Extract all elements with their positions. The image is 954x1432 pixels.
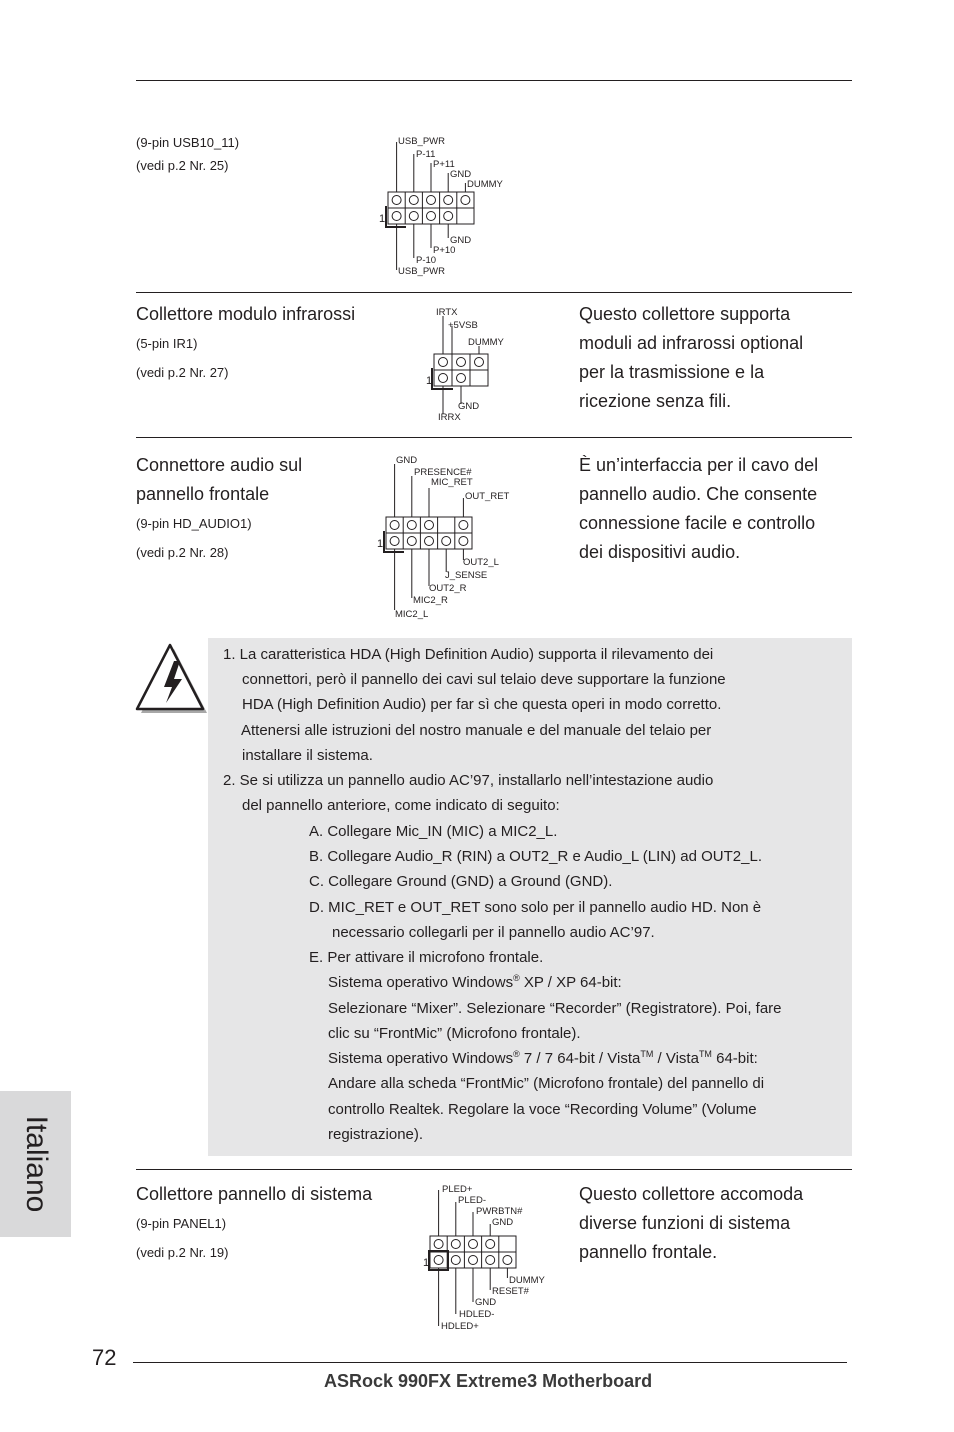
trademark-mark: TM [640, 1049, 654, 1059]
note-os-label: Sistema operativo Windows [328, 974, 514, 991]
usb-label-p11-minus: P-11 [416, 149, 436, 160]
note-line: del pannello anteriore, come indicato di seguito: [242, 797, 560, 814]
audio-label-mic2-l: MIC2_L [395, 609, 429, 620]
panel-pin-label: (9-pin PANEL1) [136, 1216, 227, 1231]
note-line: installare il sistema. [242, 747, 373, 764]
warning-lightning-icon [134, 643, 210, 715]
usb-pin-label: (9-pin USB10_11) [136, 135, 240, 150]
note-line: D. MIC_RET e OUT_RET sono solo per il pannello audio HD. Non è [309, 899, 762, 916]
usb-ref: (vedi p.2 Nr. 25) [136, 158, 229, 173]
note-line: 1. La caratteristica HDA (High Definition Audio) supporta il rilevamento dei [223, 646, 714, 663]
ir-label-irrx: IRRX [438, 412, 461, 423]
note-line: necessario collegarli per il pannello audio AC’97. [332, 924, 655, 941]
panel-label-pled-minus: PLED- [458, 1195, 486, 1206]
audio-title-line: Connettore audio sul [136, 455, 303, 475]
panel-label-pled-plus: PLED+ [442, 1184, 473, 1195]
ir-desc-line: moduli ad infrarossi optional [579, 333, 804, 353]
panel-label-hdled-minus: HDLED- [459, 1309, 495, 1320]
panel-header-diagram [420, 1180, 560, 1336]
audio-desc-line: pannello audio. Che consente [579, 484, 818, 504]
audio-ref: (vedi p.2 Nr. 28) [136, 545, 229, 560]
usb-label-usbpwr-bottom: USB_PWR [398, 266, 445, 277]
ir-desc-line: ricezione senza fili. [579, 391, 732, 411]
panel-label-hdled-plus: HDLED+ [441, 1321, 479, 1332]
language-tab-label: Italiano [19, 1115, 53, 1213]
rule-audio [136, 437, 852, 438]
note-line: B. Collegare Audio_R (RIN) a OUT2_R e Audio_L (LIN) ad OUT2_L. [309, 848, 762, 865]
audio-label-mic2-r: MIC2_R [413, 595, 448, 606]
note-line: E. Per attivare il microfono frontale. [309, 949, 544, 966]
panel-label-reset: RESET# [492, 1286, 529, 1297]
audio-label-mic-ret: MIC_RET [431, 477, 473, 488]
usb-label-dummy: DUMMY [467, 179, 503, 190]
top-rule [136, 80, 852, 81]
rule-ir [136, 292, 852, 293]
panel-ref: (vedi p.2 Nr. 19) [136, 1245, 229, 1260]
ir-pin-label: (5-pin IR1) [136, 336, 198, 351]
note-line-windows-xp [328, 970, 622, 995]
ir-label-gnd: GND [458, 401, 480, 412]
audio-label-gnd: GND [396, 455, 418, 466]
note-line: clic su “FrontMic” (Microfono frontale). [328, 1025, 581, 1042]
usb-label-p10-plus: P+10 [433, 245, 456, 256]
panel-label-pwrbtn: PWRBTN# [476, 1206, 523, 1217]
note-line: Andare alla scheda “FrontMic” (Microfono frontale) del pannello di [328, 1075, 765, 1092]
usb-label-usbpwr-top: USB_PWR [398, 136, 445, 147]
usb-label-p11-plus: P+11 [433, 159, 455, 170]
audio-label-j-sense: J_SENSE [445, 570, 488, 581]
page-number: 72 [92, 1345, 117, 1370]
usb-header-diagram [370, 130, 530, 280]
audio-label-presence: PRESENCE# [414, 467, 472, 478]
ir-pin1-label: 1 [426, 375, 433, 387]
registered-mark: ® [513, 973, 520, 983]
audio-description [579, 451, 818, 567]
language-side-tab [0, 1091, 71, 1237]
panel-desc-line: diverse funzioni di sistema [579, 1213, 791, 1233]
note-vista64-text: 64-bit: [711, 1050, 758, 1067]
note-vista-text: / Vista [653, 1050, 699, 1067]
note-line: A. Collegare Mic_IN (MIC) a MIC2_L. [309, 823, 558, 840]
rule-panel [136, 1169, 852, 1170]
ir-label-irtx: IRTX [436, 307, 458, 318]
trademark-mark: TM [698, 1049, 712, 1059]
audio-pin-label: (9-pin HD_AUDIO1) [136, 516, 252, 531]
registered-mark: ® [513, 1049, 520, 1059]
usb-label-gnd-bottom: GND [450, 235, 472, 246]
ir-description [579, 300, 803, 416]
note-xp-text: XP / XP 64-bit: [519, 974, 622, 991]
audio-header-diagram [372, 452, 532, 624]
audio-label-out2-r: OUT2_R [429, 583, 467, 594]
audio-title-line: pannello frontale [136, 484, 270, 504]
usb-pin1-label: 1 [379, 213, 386, 225]
audio-desc-line: connessione facile e controllo [579, 513, 816, 533]
ir-header-diagram [420, 306, 540, 424]
ir-label-5vsb: +5VSB [448, 320, 478, 331]
note-win7-text: 7 / 7 64-bit / Vista [519, 1050, 641, 1067]
note-line: registrazione). [328, 1126, 424, 1143]
note-line: 2. Se si utilizza un pannello audio AC’97, installarlo nell’intestazione audio [223, 772, 714, 789]
panel-pin1-label: 1 [423, 1257, 430, 1269]
ir-title: Collettore modulo infrarossi [136, 304, 356, 324]
audio-title [136, 451, 302, 509]
footer-rule [133, 1362, 847, 1363]
audio-desc-line: È un’interfaccia per il cavo del [579, 455, 819, 475]
note-line: controllo Realtek. Regolare la voce “Recording Volume” (Volume [328, 1101, 757, 1118]
ir-label-dummy: DUMMY [468, 337, 504, 348]
panel-label-gnd-bottom: GND [475, 1297, 497, 1308]
note-line: C. Collegare Ground (GND) a Ground (GND). [309, 873, 613, 890]
panel-label-gnd-top: GND [492, 1217, 514, 1228]
ir-desc-line: Questo collettore supporta [579, 304, 791, 324]
panel-desc-line: pannello frontale. [579, 1242, 718, 1262]
audio-label-out2-l: OUT2_L [463, 557, 499, 568]
panel-desc-line: Questo collettore accomoda [579, 1184, 804, 1204]
note-line: HDA (High Definition Audio) per far sì che questa operi in modo corretto. [242, 696, 722, 713]
note-line: Attenersi alle istruzioni del nostro manuale e del manuale del telaio per [241, 722, 712, 739]
footer-title: ASRock 990FX Extreme3 Motherboard [324, 1371, 653, 1391]
note-line: connettori, però il pannello dei cavi sul telaio deve supportare la funzione [242, 671, 726, 688]
note-line: Selezionare “Mixer”. Selezionare “Recorder” (Registratore). Poi, fare [328, 1000, 782, 1017]
usb-label-gnd-top: GND [450, 169, 472, 180]
note-line-windows-7 [328, 1046, 758, 1071]
panel-label-dummy: DUMMY [509, 1275, 545, 1286]
audio-label-out-ret: OUT_RET [465, 491, 510, 502]
usb-label-p10-minus: P-10 [416, 255, 437, 266]
audio-desc-line: dei dispositivi audio. [579, 542, 741, 562]
panel-description [579, 1180, 803, 1267]
panel-title: Collettore pannello di sistema [136, 1184, 373, 1204]
ir-ref: (vedi p.2 Nr. 27) [136, 365, 229, 380]
note-os-label: Sistema operativo Windows [328, 1050, 514, 1067]
audio-pin1-label: 1 [377, 538, 384, 550]
ir-desc-line: per la trasmissione e la [579, 362, 765, 382]
